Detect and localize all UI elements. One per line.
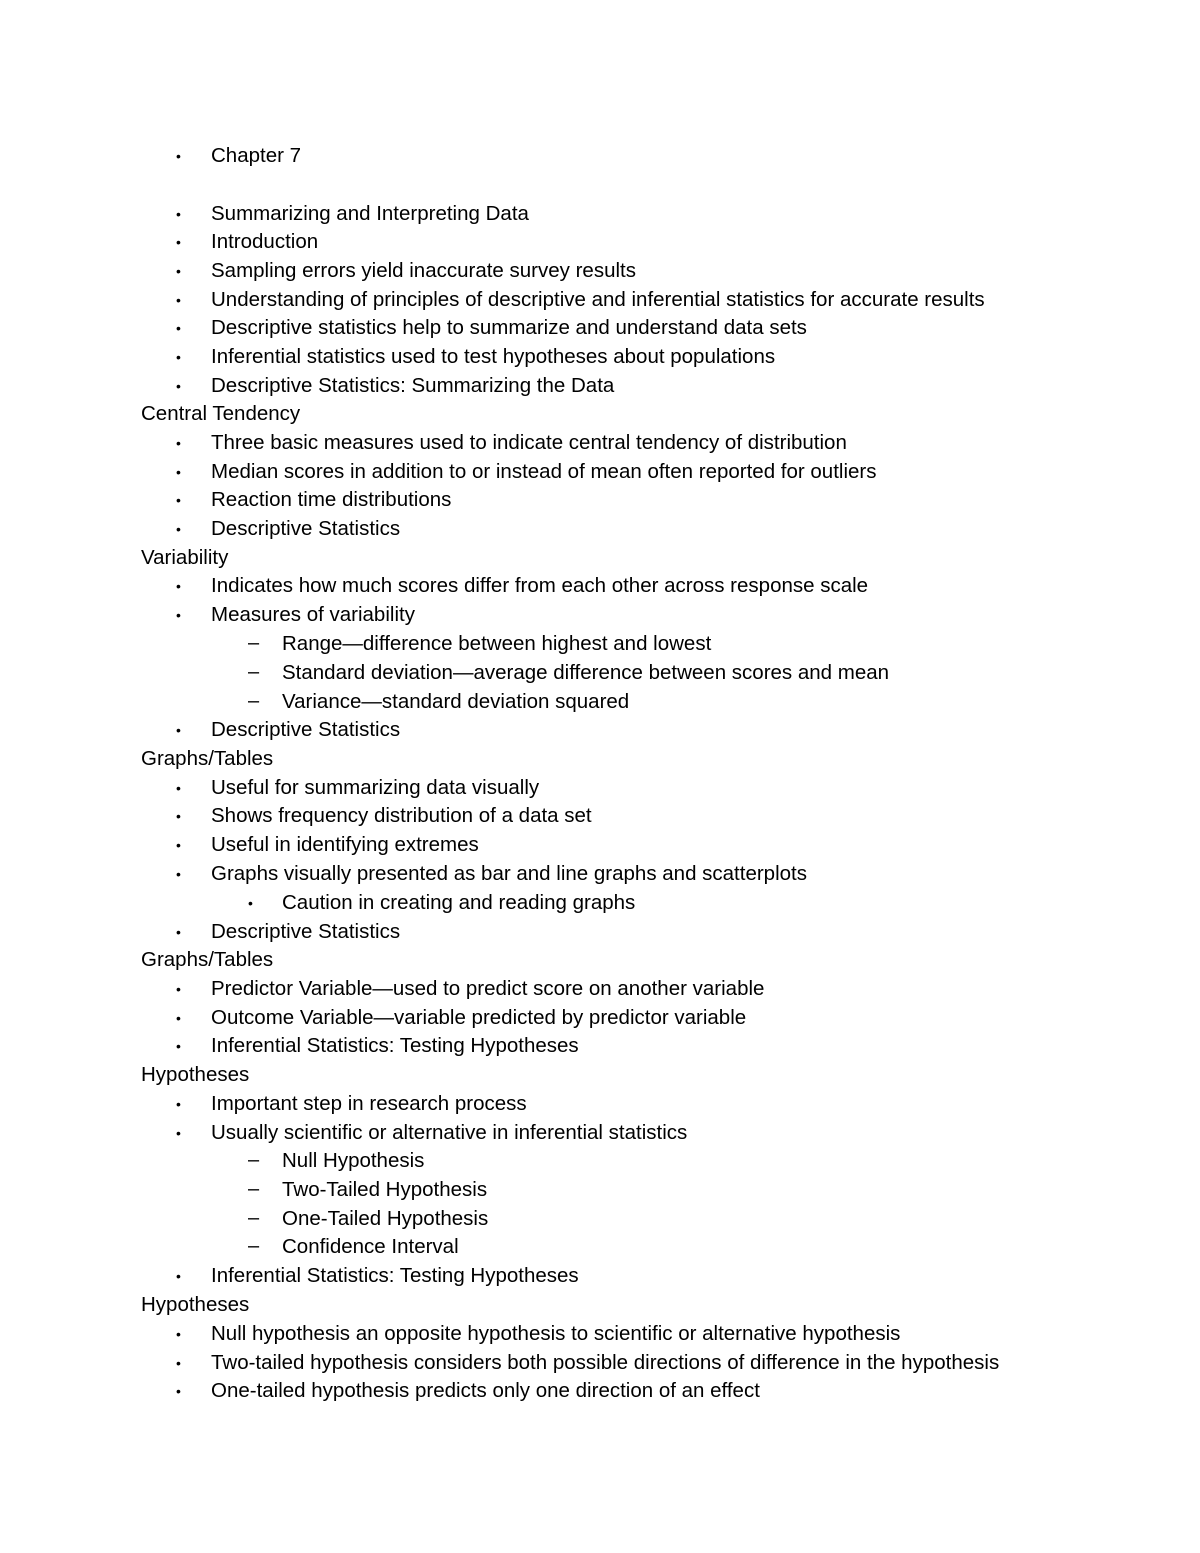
bullet-icon: •	[176, 607, 181, 623]
item-text: Descriptive Statistics: Summarizing the Data	[211, 374, 615, 397]
bullet-icon: •	[176, 780, 181, 796]
bullet-icon: •	[176, 1096, 181, 1112]
bullet-icon: •	[176, 435, 181, 451]
item-text: Useful for summarizing data visually	[211, 776, 540, 799]
bullet-icon: •	[176, 1268, 181, 1284]
item-text: One-tailed hypothesis predicts only one direction of an effect	[211, 1379, 760, 1402]
item-text: Shows frequency distribution of a data set	[211, 804, 592, 827]
dash-marker-icon: –	[248, 661, 260, 683]
item-text: Null hypothesis an opposite hypothesis to scientific or alternative hypothesis	[211, 1322, 901, 1345]
item-text: Descriptive Statistics	[211, 920, 401, 943]
bullet-icon: •	[176, 521, 181, 537]
bullet-icon: •	[176, 578, 181, 594]
item-text: Inferential Statistics: Testing Hypotheses	[211, 1264, 579, 1287]
heading-text: Central Tendency	[141, 402, 301, 425]
item-text: Understanding of principles of descriptive and inferential statistics for accurate results	[211, 288, 985, 311]
item-text: Graphs visually presented as bar and line graphs and scatterplots	[211, 862, 807, 885]
heading-text: Graphs/Tables	[141, 747, 274, 770]
dash-marker-icon: –	[248, 1207, 260, 1229]
bullet-icon: •	[176, 378, 181, 394]
bullet-icon: •	[176, 1326, 181, 1342]
heading-text: Variability	[141, 546, 229, 569]
bullet-icon: •	[176, 492, 181, 508]
heading-text: Graphs/Tables	[141, 948, 274, 971]
bullet-icon: •	[176, 1383, 181, 1399]
item-text: Median scores in addition to or instead of mean often reported for outliers	[211, 460, 877, 483]
item-text: Sampling errors yield inaccurate survey results	[211, 259, 636, 282]
item-text: Important step in research process	[211, 1092, 527, 1115]
dash-marker-icon: –	[248, 690, 260, 712]
item-text: Measures of variability	[211, 603, 415, 626]
item-text: Two-Tailed Hypothesis	[282, 1178, 488, 1201]
item-text: Standard deviation—average difference between scores and mean	[282, 661, 890, 684]
bullet-icon: •	[176, 1010, 181, 1026]
bullet-icon: •	[176, 981, 181, 997]
bullet-icon: •	[176, 148, 181, 164]
item-text: Useful in identifying extremes	[211, 833, 479, 856]
item-text: Indicates how much scores differ from each other across response scale	[211, 574, 869, 597]
bullet-icon: •	[176, 349, 181, 365]
item-text: Null Hypothesis	[282, 1149, 425, 1172]
bullet-icon: •	[176, 263, 181, 279]
item-text: Outcome Variable—variable predicted by predictor variable	[211, 1006, 747, 1029]
bullet-icon: •	[176, 1125, 181, 1141]
item-text: Variance—standard deviation squared	[282, 690, 630, 713]
bullet-icon: •	[176, 292, 181, 308]
item-text: Predictor Variable—used to predict score on another variable	[211, 977, 765, 1000]
item-text: Three basic measures used to indicate central tendency of distribution	[211, 431, 847, 454]
bullet-icon: •	[176, 722, 181, 738]
heading-text: Hypotheses	[141, 1293, 250, 1316]
item-text: Summarizing and Interpreting Data	[211, 202, 529, 225]
bullet-icon: •	[248, 895, 253, 911]
heading-text: Hypotheses	[141, 1063, 250, 1086]
bullet-icon: •	[176, 837, 181, 853]
item-text: Inferential statistics used to test hypotheses about populations	[211, 345, 776, 368]
item-text: Reaction time distributions	[211, 488, 452, 511]
item-text: Inferential Statistics: Testing Hypotheses	[211, 1034, 579, 1057]
item-text: Introduction	[211, 230, 319, 253]
item-text: Descriptive statistics help to summarize and understand data sets	[211, 316, 807, 339]
bullet-icon: •	[176, 206, 181, 222]
bullet-icon: •	[176, 1038, 181, 1054]
bullet-icon: •	[176, 866, 181, 882]
bullet-icon: •	[176, 808, 181, 824]
item-text: Caution in creating and reading graphs	[282, 891, 636, 914]
bullet-icon: •	[176, 1355, 181, 1371]
bullet-icon: •	[176, 234, 181, 250]
item-text: Two-tailed hypothesis considers both possible directions of difference in the hypothesis	[211, 1351, 1000, 1374]
item-text: Descriptive Statistics	[211, 517, 401, 540]
bullet-icon: •	[176, 320, 181, 336]
dash-marker-icon: –	[248, 632, 260, 654]
item-text: Descriptive Statistics	[211, 718, 401, 741]
bullet-icon: •	[176, 924, 181, 940]
dash-marker-icon: –	[248, 1235, 260, 1257]
item-text: Usually scientific or alternative in inferential statistics	[211, 1121, 688, 1144]
item-text: One-Tailed Hypothesis	[282, 1207, 489, 1230]
dash-marker-icon: –	[248, 1149, 260, 1171]
item-text: Confidence Interval	[282, 1235, 459, 1258]
item-text: Chapter 7	[211, 144, 302, 167]
bullet-icon: •	[176, 464, 181, 480]
dash-marker-icon: –	[248, 1178, 260, 1200]
item-text: Range—difference between highest and lowest	[282, 632, 712, 655]
